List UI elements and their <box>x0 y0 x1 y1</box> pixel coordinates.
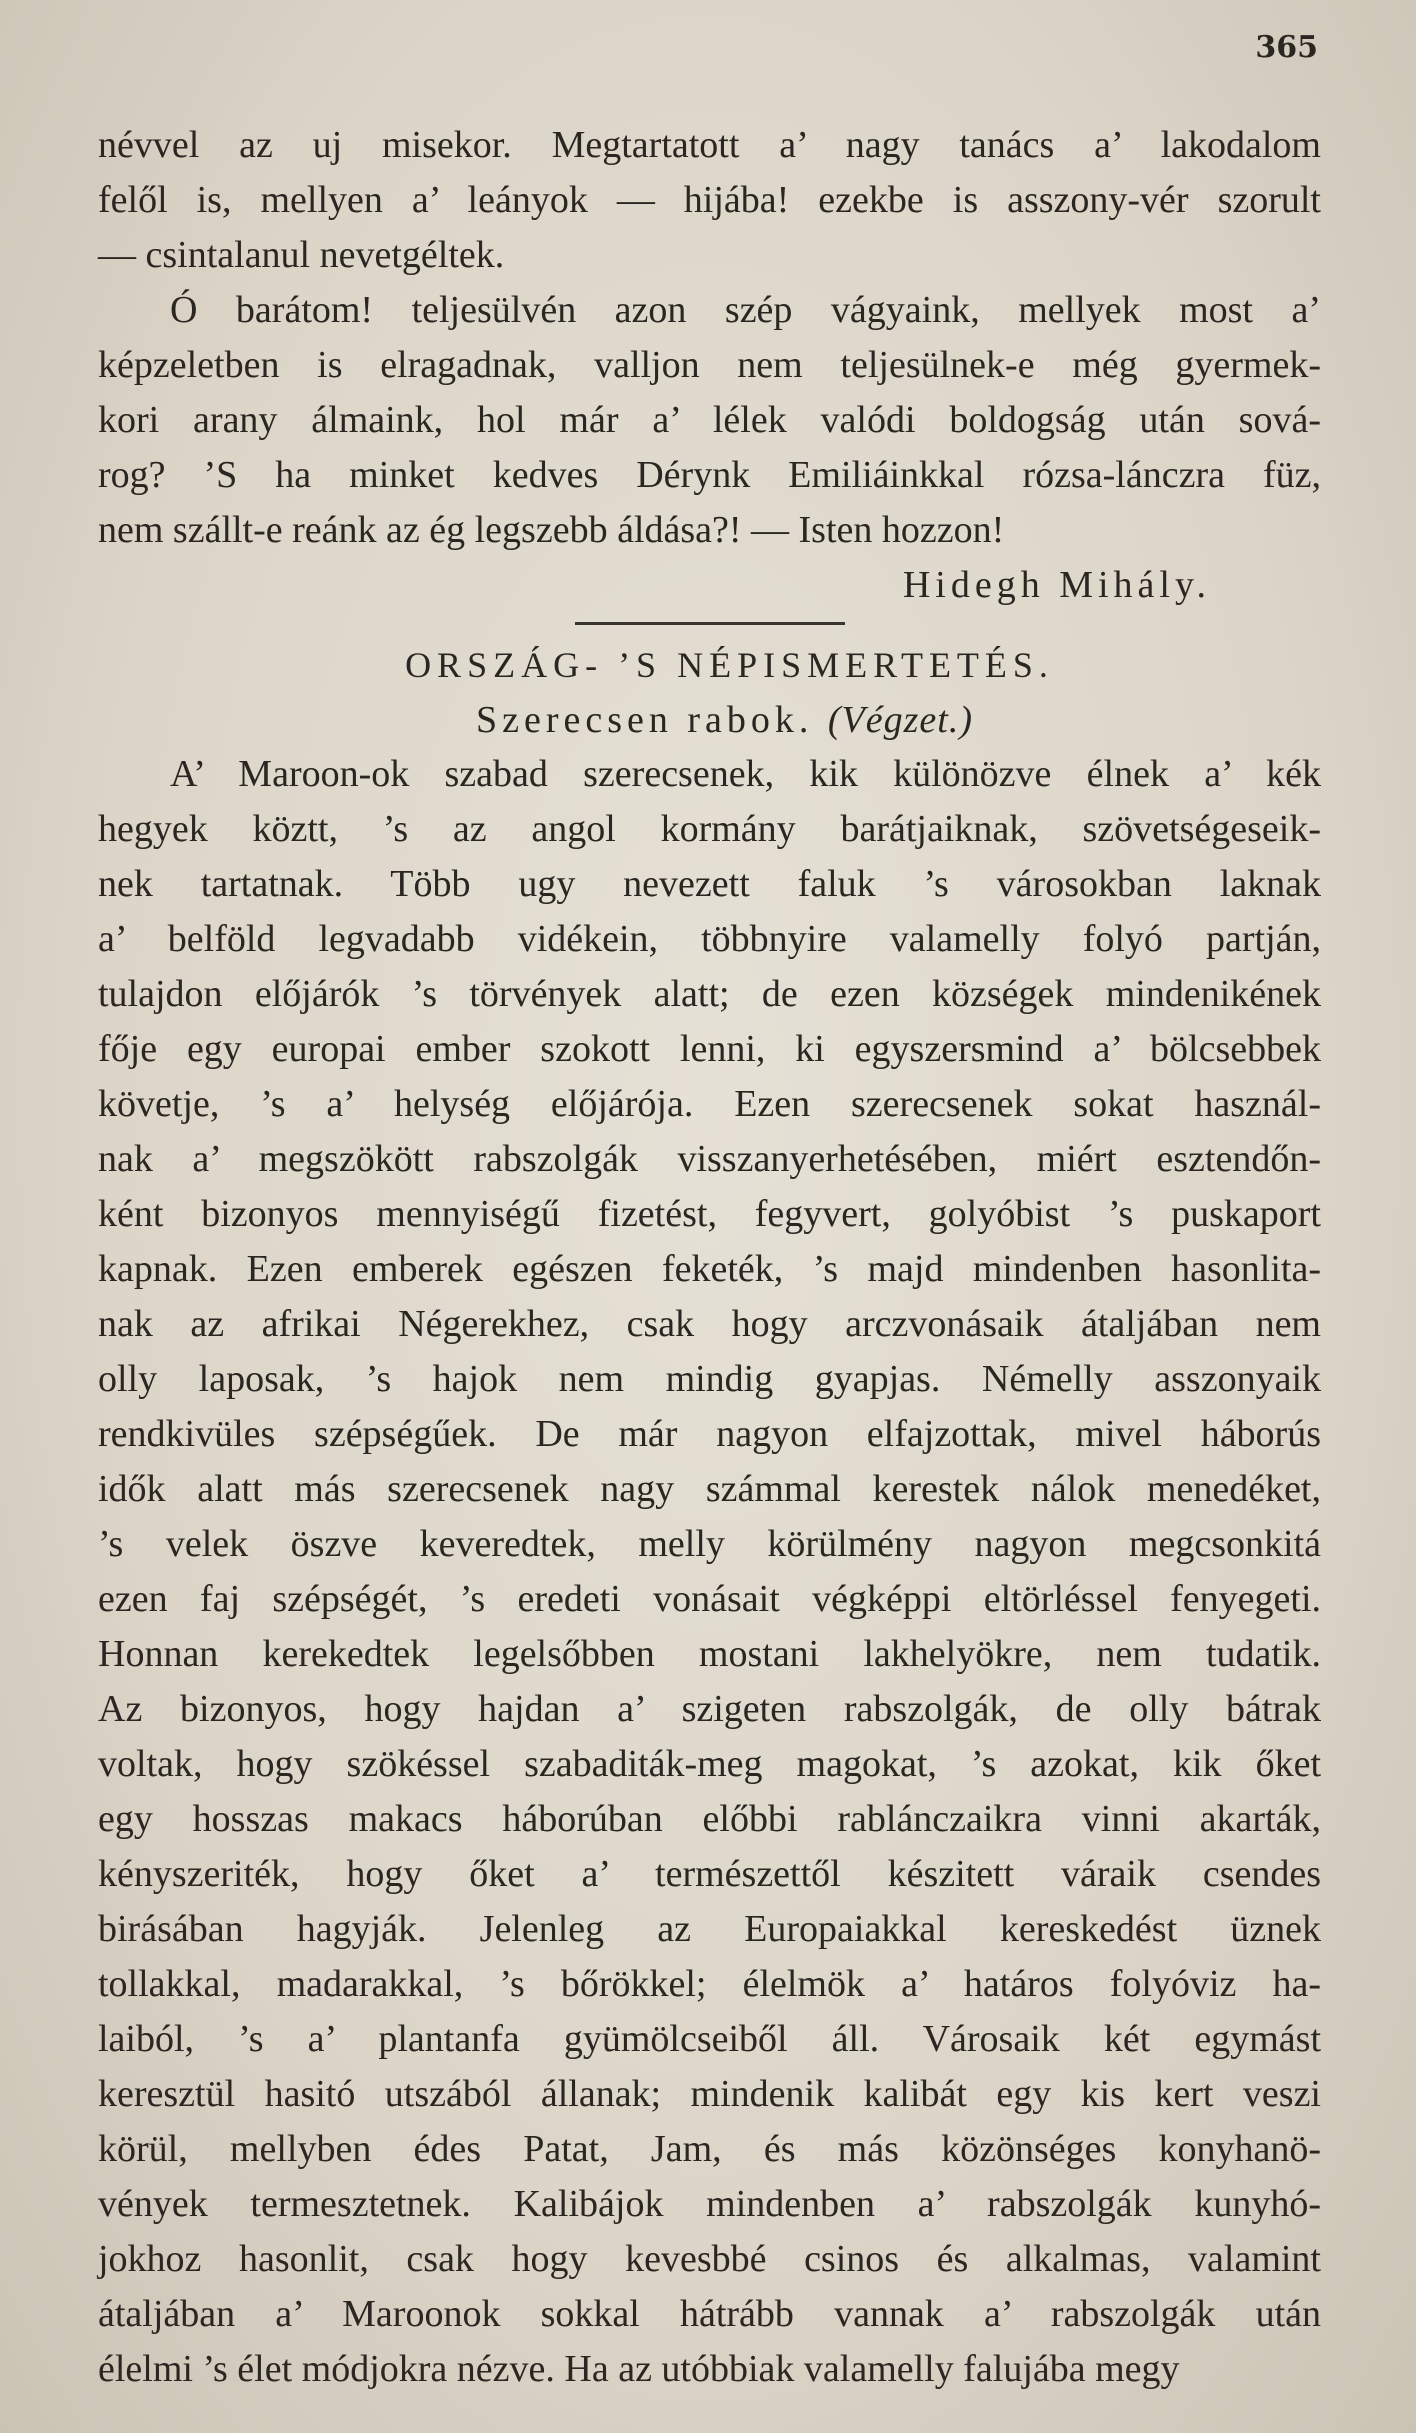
text-line: egy hosszas makacs háborúban előbbi rablánczaikra vinni akarták, <box>98 1798 1321 1840</box>
text-line: ezen faj szépségét, ’s eredeti vonásait végképpi eltörléssel fenyegeti. <box>98 1578 1321 1620</box>
text-line: rendkivüles szépségűek. De már nagyon elfajzottak, mivel háborús <box>98 1413 1321 1455</box>
paragraph-maroons <box>98 747 1321 2397</box>
text-line: ’s velek öszve keveredtek, melly körülmény nagyon megcsonkitá <box>98 1523 1321 1565</box>
text-line: képzeletben is elragadnak, valljon nem teljesülnek-e még gyermek- <box>98 344 1321 386</box>
text-line: idők alatt más szerecsenek nagy számmal kerestek nálok menedéket, <box>98 1468 1321 1510</box>
text-line: fője egy europai ember szokott lenni, ki egyszersmind a’ bölcsebbek <box>98 1028 1321 1070</box>
text-line: névvel az uj misekor. Megtartatott a’ nagy tanács a’ lakodalom <box>98 124 1321 166</box>
text-line: A’ Maroon-ok szabad szerecsenek, kik különözve élnek a’ kék <box>170 753 1321 795</box>
text-line: nek tartatnak. Több ugy nevezett faluk ’s városokban laknak <box>98 863 1321 905</box>
text-line: laiból, ’s a’ plantanfa gyümölcseiből áll. Városaik két egymást <box>98 2018 1321 2060</box>
text-line: kapnak. Ezen emberek egészen feketék, ’s majd mindenben hasonlita- <box>98 1248 1321 1290</box>
text-line: körül, mellyben édes Patat, Jam, és más közönséges konyhanö- <box>98 2128 1321 2170</box>
text-line: nak az afrikai Négerekhez, csak hogy arczvonásaik átaljában nem <box>98 1303 1321 1345</box>
text-line: felől is, mellyen a’ leányok — hijába! ezekbe is asszony-vér szorult <box>98 179 1321 221</box>
text-line: a’ belföld legvadabb vidékein, többnyire valamelly folyó partján, <box>98 918 1321 960</box>
text-line: jokhoz hasonlit, csak hogy kevesbbé csinos és alkalmas, valamint <box>98 2238 1321 2280</box>
text-line: keresztül hasitó utszából állanak; mindenik kalibát egy kis kert veszi <box>98 2073 1321 2115</box>
text-line: rog? ’S ha minket kedves Dérynk Emiliáinkkal rózsa-lánczra füz, <box>98 454 1321 496</box>
text-line: tulajdon előjárók ’s törvények alatt; de ezen községek mindenikének <box>98 973 1321 1015</box>
text-line: nak a’ megszökött rabszolgák visszanyerhetésében, miért esztendőn- <box>98 1138 1321 1180</box>
text-line: hegyek köztt, ’s az angol kormány barátjaiknak, szövetségeseik- <box>98 808 1321 850</box>
text-line: élelmi ’s élet módjokra nézve. Ha az utóbbiak valamelly falujába megy <box>98 2348 1180 2390</box>
author-signature: Hidegh Mihály. <box>902 564 1211 606</box>
text-line: — csintalanul nevetgéltek. <box>98 234 505 276</box>
page-text <box>98 118 1321 2397</box>
page-number: 365 <box>1255 30 1318 65</box>
text-line: ként bizonyos mennyiségű fizetést, fegyvert, golyóbist ’s puskaport <box>98 1193 1321 1235</box>
text-line: tollakkal, madarakkal, ’s bőrökkel; élelmök a’ határos folyóviz ha- <box>98 1963 1321 2005</box>
text-line: Honnan kerekedtek legelsőbben mostani lakhelyökre, nem tudatik. <box>98 1633 1321 1675</box>
article-note: (Végzet.) <box>827 699 974 741</box>
text-line: nem szállt-e reánk az ég legszebb áldása?! — Isten hozzon! <box>98 509 1005 551</box>
article-title <box>128 693 1321 747</box>
text-line: követje, ’s a’ helység előjárója. Ezen szerecsenek sokat használ- <box>98 1083 1321 1125</box>
section-divider <box>575 622 845 625</box>
text-line: átaljában a’ Maroonok sokkal hátrább vannak a’ rabszolgák után <box>98 2293 1321 2335</box>
text-line: kori arany álmaink, hol már a’ lélek valódi boldogság után sová- <box>98 399 1321 441</box>
section-title: ORSZÁG- ’S NÉPISMERTETÉS. <box>405 645 1054 685</box>
text-line: olly laposak, ’s hajok nem mindig gyapjas. Némelly asszonyaik <box>98 1358 1321 1400</box>
text-line: vények termesztetnek. Kalibájok mindenben a’ rabszolgák kunyhó- <box>98 2183 1321 2225</box>
text-line: Az bizonyos, hogy hajdan a’ szigeten rabszolgák, de olly bátrak <box>98 1688 1321 1730</box>
article-title-text: Szerecsen rabok. <box>475 699 814 741</box>
paragraph-farewell <box>98 283 1321 558</box>
text-line: kényszeriték, hogy őket a’ természettől készitett váraik csendes <box>98 1853 1321 1895</box>
text-line: birásában hagyják. Jelenleg az Europaiakkal kereskedést üznek <box>98 1908 1321 1950</box>
text-line: voltak, hogy szökéssel szabaditák-meg magokat, ’s azokat, kik őket <box>98 1743 1321 1785</box>
text-line: Ó barátom! teljesülvén azon szép vágyaink, mellyek most a’ <box>170 289 1321 331</box>
paragraph-wedding <box>98 118 1321 283</box>
